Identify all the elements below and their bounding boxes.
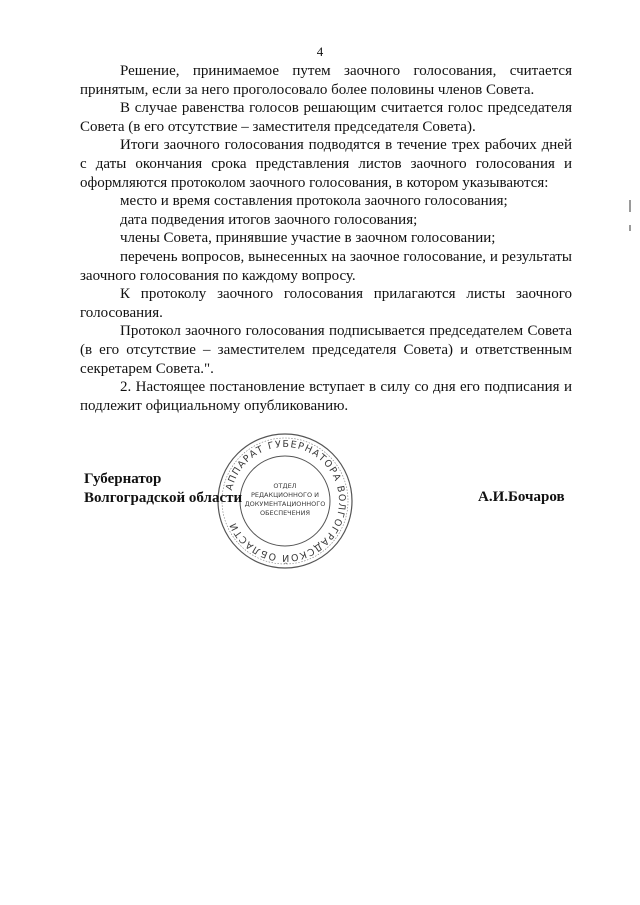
document-body — [80, 62, 572, 415]
seal-center-line: ОБЕСПЕЧЕНИЯ — [259, 509, 311, 517]
seal-outer-text: АППАРАТ ГУБЕРНАТОРА ВОЛГОГРАДСКОЙ ОБЛАСТИ — [224, 438, 348, 564]
list-item-place-time: место и время составления протокола заочного голосования; — [120, 193, 508, 210]
signatory-region: Волгоградской области — [84, 489, 243, 506]
signatory-position: Губернатор — [84, 471, 162, 487]
scan-edge-mark — [629, 200, 631, 212]
list-item-results-date: дата подведения итогов заочного голосования; — [120, 211, 418, 228]
seal-center-line: ОТДЕЛ — [273, 482, 297, 490]
page-number: 4 — [316, 44, 324, 59]
scan-edge-mark — [629, 225, 631, 231]
seal-center-line: РЕДАКЦИОННОГО И — [250, 491, 320, 499]
paragraph-decision-adopted: Решение, принимаемое путем заочного голосования, считается принятым, если за него проголосовало более половины членов Совета. — [80, 63, 572, 98]
signatory-name: А.И.Бочаров — [478, 489, 565, 505]
list-item-members: члены Совета, принявшие участие в заочном голосовании; — [120, 230, 496, 247]
paragraph-protocol-attachments: К протоколу заочного голосования прилагаются листы заочного голосования. — [80, 286, 572, 321]
seal-center-line: ДОКУМЕНТАЦИОННОГО — [244, 500, 326, 508]
paragraph-entry-into-force: 2. Настоящее постановление вступает в силу со дня его подписания и подлежит официальному опубликованию. — [80, 379, 572, 414]
list-item-questions: перечень вопросов, вынесенных на заочное голосование, и результаты заочного голосования по каждому вопросу. — [80, 248, 572, 284]
paragraph-protocol-signing: Протокол заочного голосования подписывается председателем Совета (в его отсутствие – заместителем председателя Совета) и ответственным секретарем Совета.". — [80, 323, 572, 377]
paragraph-equal-votes: В случае равенства голосов решающим считается голос председателя Совета (в его отсутствие – заместителя председателя Совета). — [80, 100, 572, 135]
signatory-title — [84, 470, 242, 507]
paragraph-voting-results: Итоги заочного голосования подводятся в течение трех рабочих дней с даты окончания срока представления листов заочного голосования и оформляются протоколом заочного голосования, в котором указываются: — [80, 137, 572, 191]
